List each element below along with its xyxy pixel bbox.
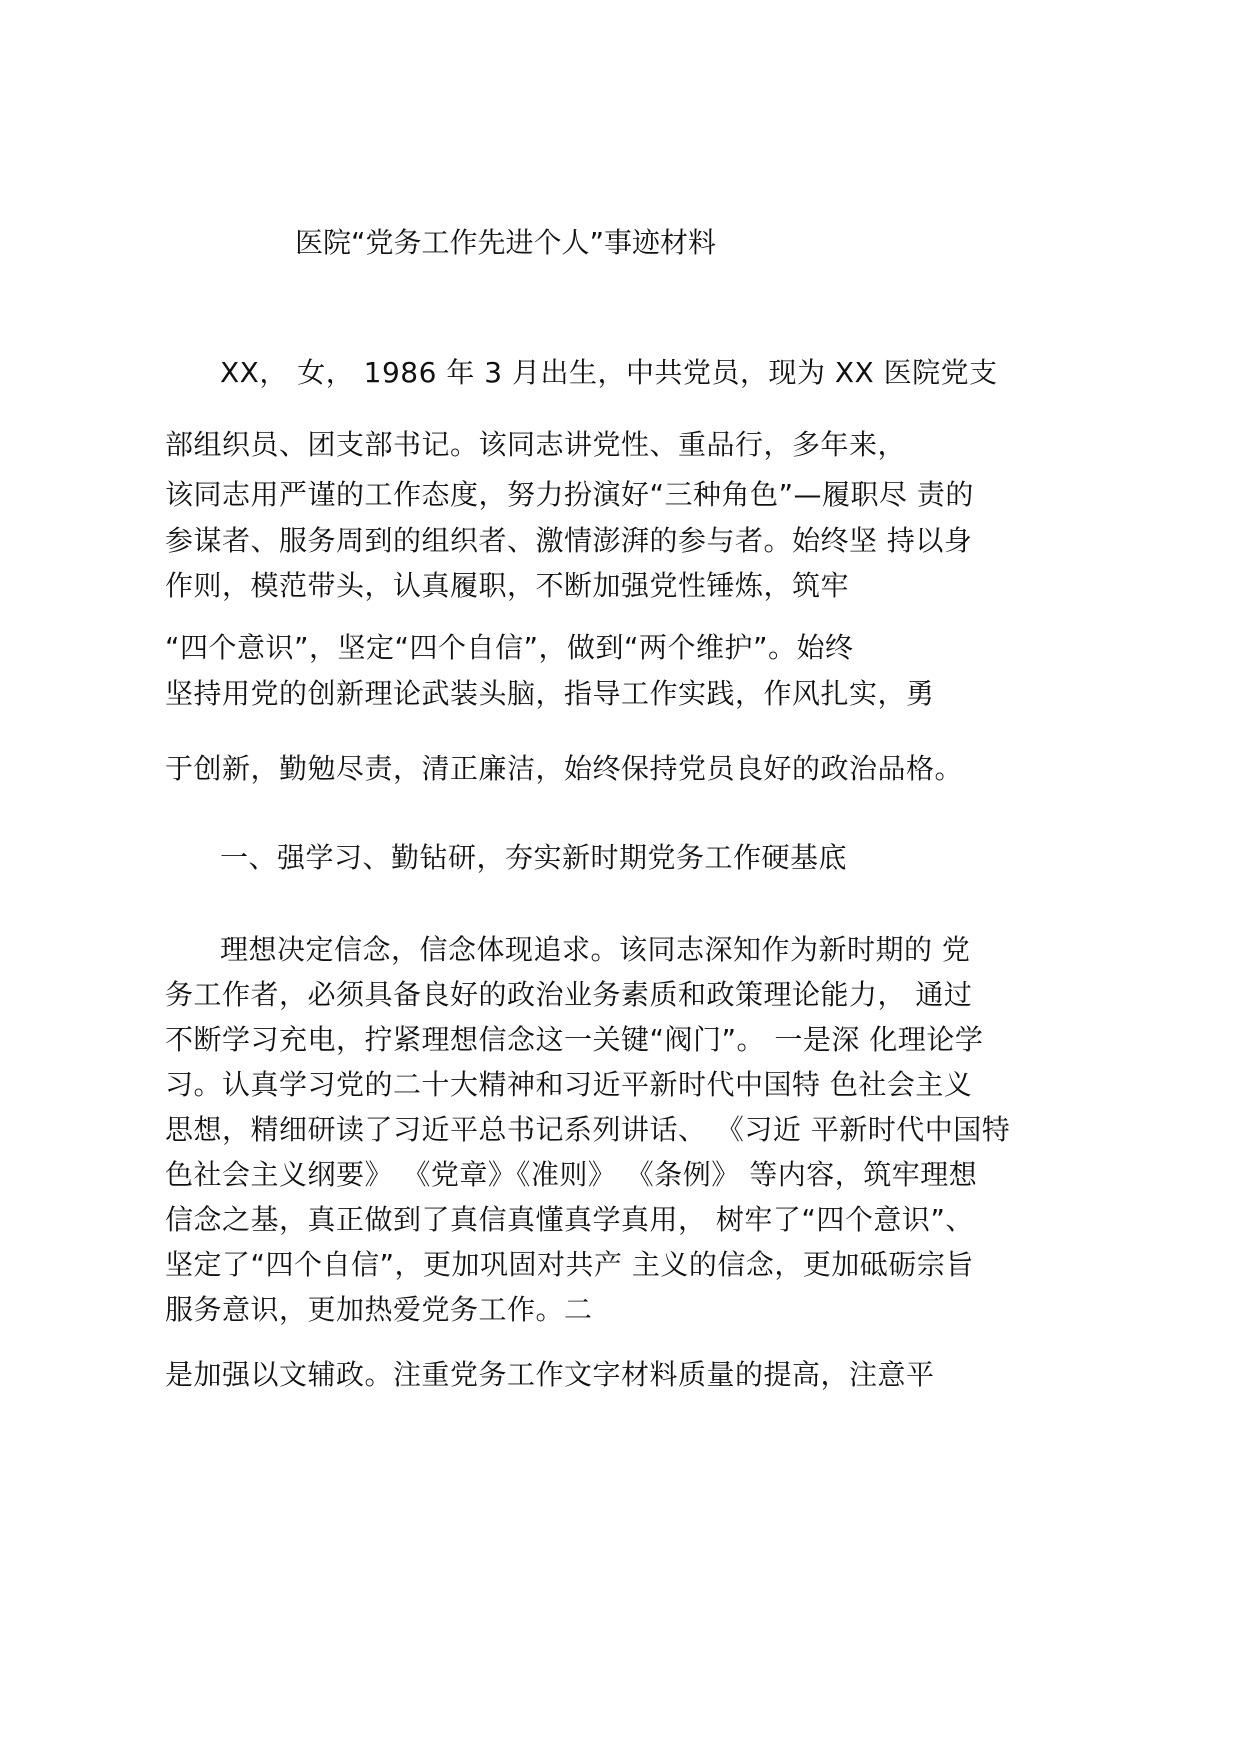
paragraph-line: 不断学习充电，拧紧理想信念这一关键“阀门”。 一是深 化理论学 [165, 1023, 984, 1056]
paragraph-line: “四个意识”，坚定“四个自信”，做到“两个维护”。始终 [165, 631, 854, 664]
paragraph-line: 色社会主义纲要》 《党章》《准则》 《条例》 等内容，筑牢理想 [165, 1158, 978, 1191]
paragraph-line: XX， 女， 1986 年 3 月出生，中共党员，现为 XX 医院党支 [220, 356, 998, 389]
paragraph-line: 于创新，勤勉尽责，清正廉洁，始终保持党员良好的政治品格。 [165, 752, 964, 785]
document-title: 医院“党务工作先进个人”事迹材料 [295, 226, 717, 259]
paragraph-line: 是加强以文辅政。注重党务工作文字材料质量的提高，注意平 [165, 1358, 935, 1391]
paragraph-line: 部组织员、团支部书记。该同志讲党性、重品行，多年来， [165, 428, 907, 461]
paragraph-line: 作则，模范带头，认真履职，不断加强党性锤炼，筑牢 [165, 569, 850, 602]
paragraph-line: 参谋者、服务周到的组织者、激情澎湃的参与者。始终坚 持以身 [165, 524, 973, 557]
paragraph-line: 信念之基，真正做到了真信真懂真学真用， 树牢了“四个意识”、 [165, 1203, 974, 1236]
paragraph-line: 坚持用党的创新理论武装头脑，指导工作实践，作风扎实，勇 [165, 677, 935, 710]
paragraph-line: 服务意识，更加热爱党务工作。二 [165, 1293, 593, 1326]
paragraph-line: 坚定了“四个自信”，更加巩固对共产 主义的信念，更加砥砺宗旨 [165, 1248, 974, 1281]
paragraph-line: 该同志用严谨的工作态度，努力扮演好“三种角色”—履职尽 责的 [165, 478, 974, 511]
section-heading: 一、强学习、勤钻研，夯实新时期党务工作硬基底 [220, 841, 848, 874]
paragraph-line: 习。认真学习党的二十大精神和习近平新时代中国特 色社会主义 [165, 1068, 973, 1101]
paragraph-line: 理想决定信念，信念体现追求。该同志深知作为新时期的 党 [220, 933, 971, 966]
paragraph-line: 务工作者，必须具备良好的政治业务素质和政策理论能力， 通过 [165, 978, 973, 1011]
paragraph-line: 思想，精细研读了习近平总书记系列讲话、 《习近 平新时代中国特 [165, 1113, 1011, 1146]
